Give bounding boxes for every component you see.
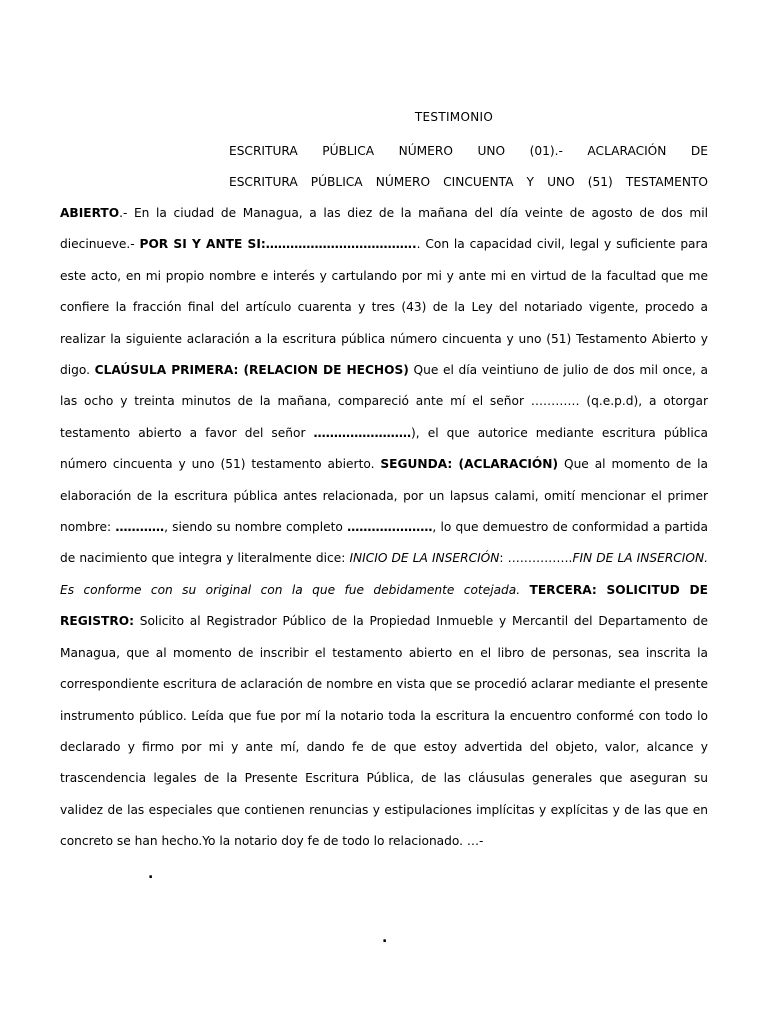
word-abierto: ABIERTO <box>60 206 120 220</box>
text-segment: ), el que autorice mediante escritura pública número cincuenta y uno (51) testamento abierto. <box>60 425 708 472</box>
clause-second-heading: SEGUNDA: (ACLARACIÓN) <box>380 457 559 472</box>
text-segment: . Con la capacidad civil, legal y suficiente para este acto, en mi propio nombre e interés y cartulando por mi y ante mi en virtud de la facultad que me confiere la fracción final del artículo cuarenta y tres (43) de la Ley del notariado vigente, procedo a realizar la siguiente aclaración a la escritura pública número cincuenta y uno (51) Testamento Abierto y digo. <box>60 237 709 378</box>
text-segment: Que el día veintiuno de julio de dos mil once, a las ocho y treinta minutos de la mañana, compareció ante mí el señor ………… (q.e.p.d), a otorgar testamento abierto a favor del señor <box>60 363 708 440</box>
insertion-start: INICIO DE LA INSERCIÓN <box>349 551 500 566</box>
document-title: TESTIMONIO <box>414 110 494 124</box>
insertion-end: FIN DE LA INSERCION <box>572 551 705 566</box>
text-segment: , lo que demuestro de conformidad a partida de nacimiento que integra y literalmente dice: <box>60 520 708 566</box>
deed-body-paragraph <box>60 198 708 858</box>
por-si-ante-si: POR SI Y ANTE SI:………………………………. <box>139 237 417 252</box>
text-segment-italic: . Es conforme con su original con la que fue debidamente cotejada. <box>60 551 708 597</box>
clause-first-heading: CLAÚSULA PRIMERA: (RELACION DE HECHOS) <box>94 363 409 378</box>
heading-line-2: ESCRITURA PÚBLICA NÚMERO CINCUENTA Y UNO (51) TESTAMENTO <box>229 175 708 189</box>
placeholder-dots: ………………… <box>347 520 433 535</box>
dot-mark: . <box>148 866 154 882</box>
clause-third-heading: TERCERA: SOLICITUD DE REGISTRO: <box>60 582 708 629</box>
placeholder-dots: …………………… <box>313 425 412 440</box>
text-segment: .- En la ciudad de Managua, a las diez de la mañana del día veinte de agosto de dos mil diecinueve.- <box>60 206 708 252</box>
dot-mark: . <box>382 930 388 946</box>
text-segment: , siendo su nombre completo <box>164 520 348 535</box>
placeholder-dots: ………… <box>115 520 165 535</box>
text-segment: Que al momento de la elaboración de la escritura pública antes relacionada, por un lapsus calami, omití mencionar el primer nombre: <box>60 457 708 535</box>
heading-line-1: ESCRITURA PÚBLICA NÚMERO UNO (01).- ACLARACIÓN DE <box>229 144 708 158</box>
text-segment: : ……………. <box>499 551 573 566</box>
text-segment: Solicito al Registrador Público de la Propiedad Inmueble y Mercantil del Departamento de Managua, que al momento de inscribir el testamento abierto en el libro de personas, sea inscrita la correspondiente escritura de aclaración de nombre en vista que se procedió aclarar mediante el presente instrumento público. Leída que fue por mí la notario toda la escritura la encuentro conformé con todo lo declarado y firmo por mi y ante mí, dando fe de que estoy advertida del objeto, valor, alcance y trascendencia legales de la Presente Escritura Pública, de las cláusulas generales que aseguran su validez de las especiales que contienen renuncias y estipulaciones implícitas y explícitas y de las que en concreto se han hecho.Yo la notario doy fe de todo lo relacionado. …- <box>60 614 708 849</box>
